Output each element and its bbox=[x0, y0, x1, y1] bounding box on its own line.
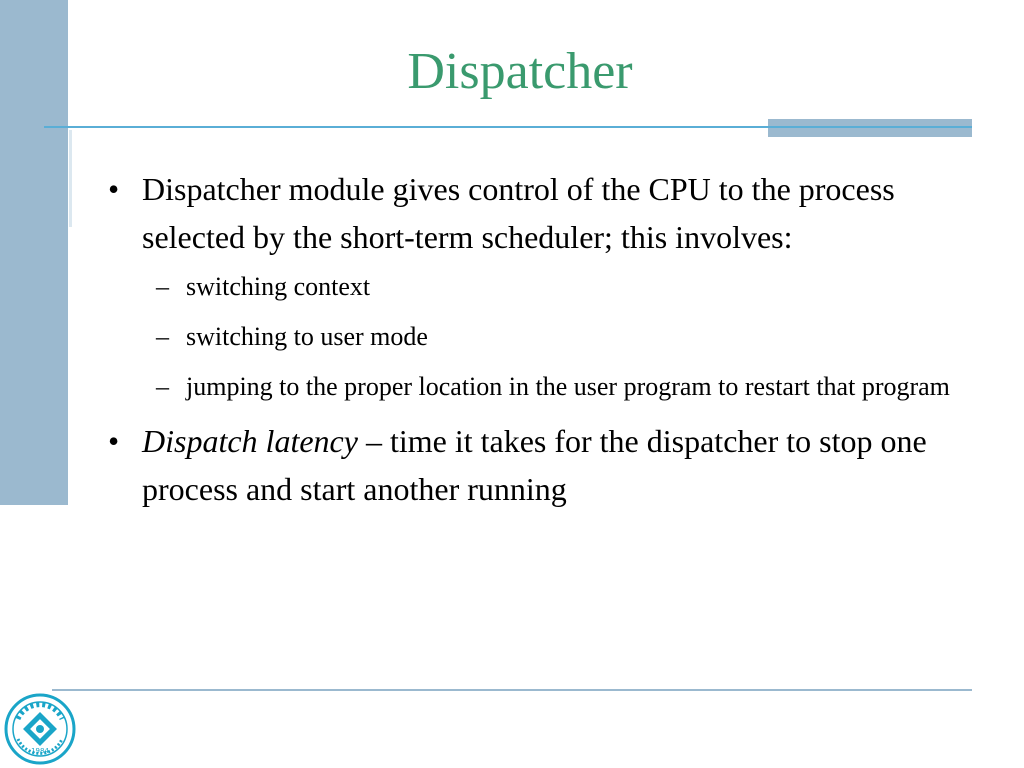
logo-year: 1984 bbox=[31, 747, 49, 755]
footer-divider bbox=[52, 689, 972, 691]
bullet-mark: • bbox=[108, 171, 120, 207]
sub-item-text: jumping to the proper location in the user program to restart that program bbox=[186, 372, 950, 401]
bullet-text: – time it takes for the dispatcher to stop one process and start another running bbox=[142, 423, 927, 507]
sub-item bbox=[156, 317, 988, 357]
bullet-text: Dispatcher module gives control of the CPU to the process selected by the short-term scheduler; this involves: bbox=[142, 171, 895, 255]
slide-content bbox=[108, 165, 988, 513]
sub-item bbox=[156, 267, 988, 307]
title-divider-accent bbox=[768, 119, 972, 137]
university-seal-icon bbox=[4, 693, 76, 765]
bullet-term: Dispatch latency bbox=[142, 423, 358, 459]
sub-item-mark: – bbox=[156, 372, 169, 401]
bullet-mark: • bbox=[108, 423, 120, 459]
sub-list bbox=[156, 267, 988, 407]
bullet-item bbox=[108, 417, 988, 513]
sub-item-mark: – bbox=[156, 322, 169, 351]
sub-item-text: switching context bbox=[186, 272, 371, 301]
sub-item-mark: – bbox=[156, 272, 169, 301]
sub-item-text: switching to user mode bbox=[186, 322, 428, 351]
left-bar-highlight bbox=[69, 130, 72, 227]
sub-item bbox=[156, 367, 988, 407]
bullet-item bbox=[108, 165, 988, 261]
slide-title: Dispatcher bbox=[407, 43, 633, 100]
